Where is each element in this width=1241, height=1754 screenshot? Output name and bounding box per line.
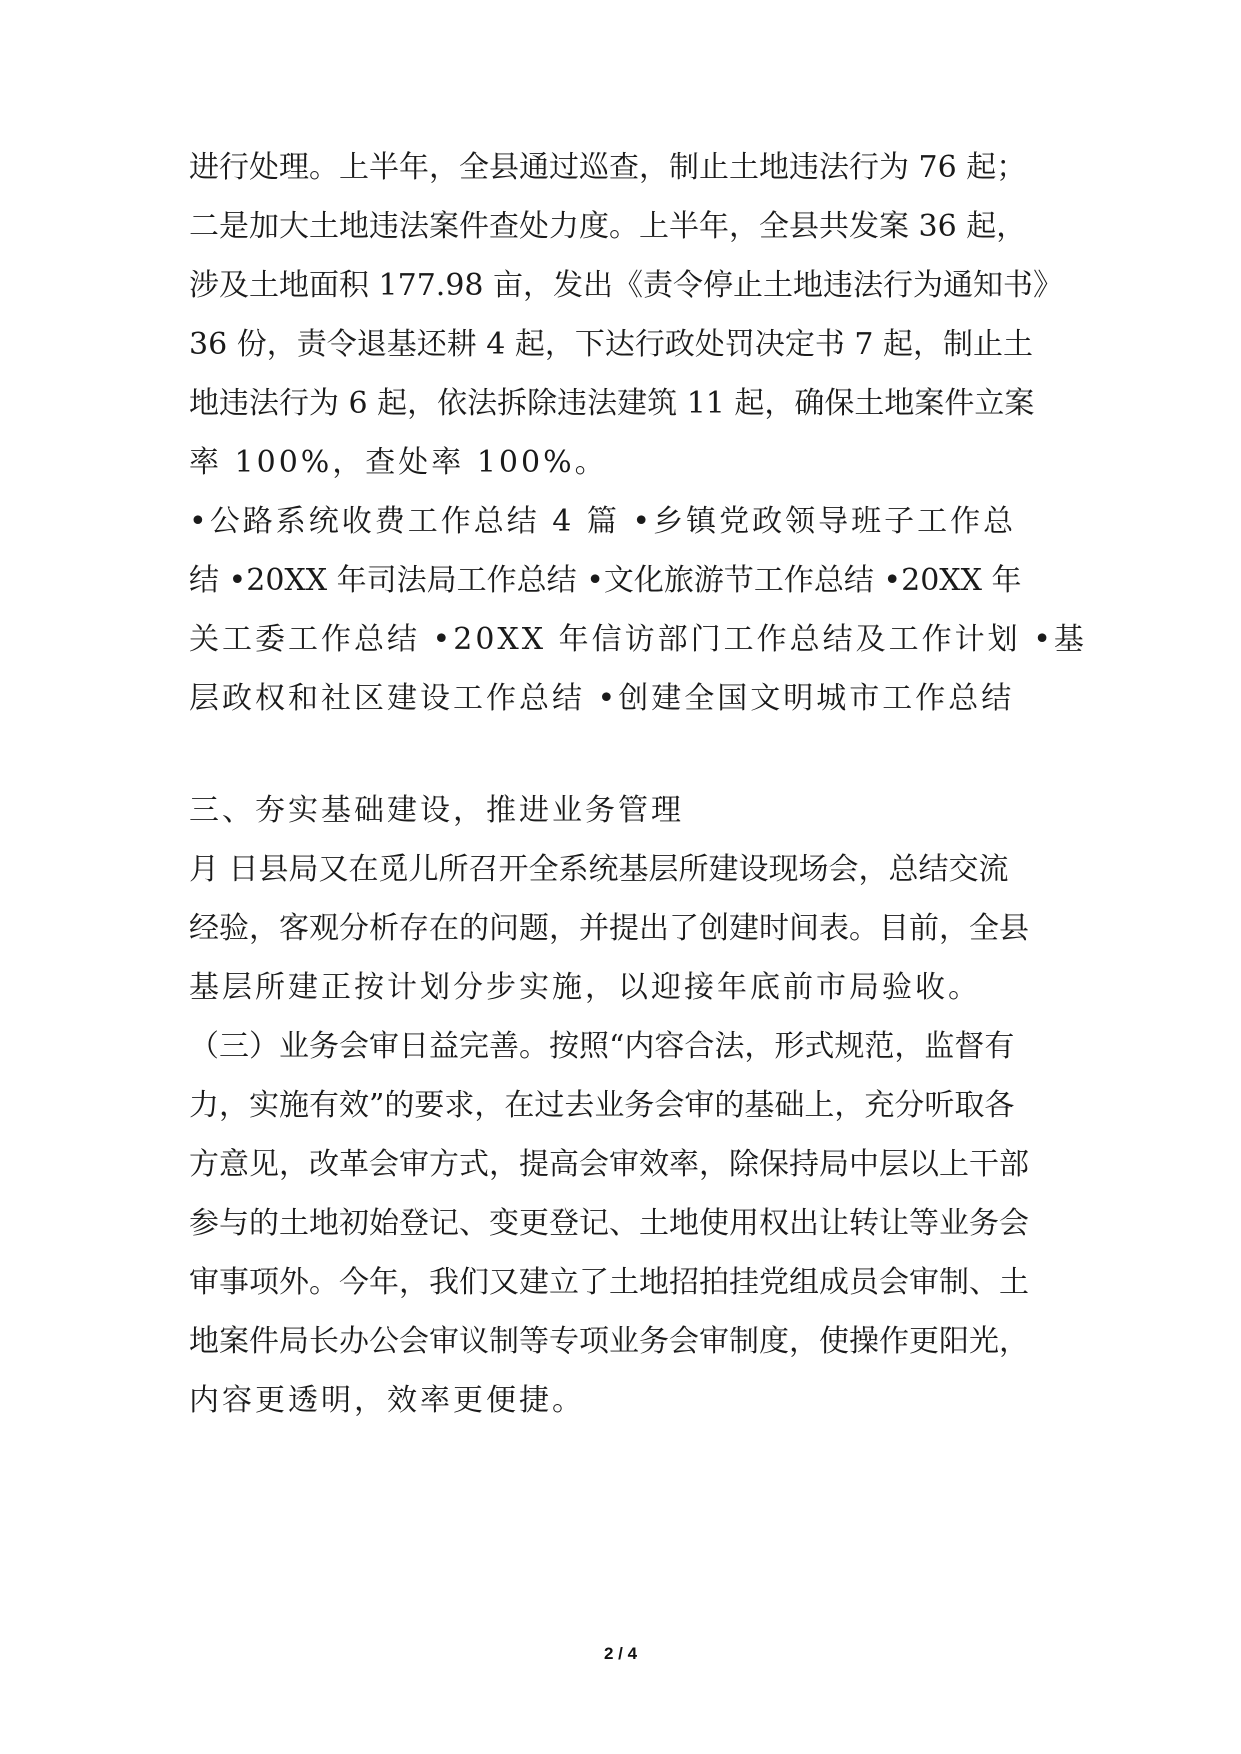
text-line: 参与的土地初始登记、变更登记、土地使用权出让转让等业务会 — [189, 1206, 1029, 1241]
section-heading: 三、夯实基础建设，推进业务管理 — [189, 793, 684, 828]
text-line: 经验，客观分析存在的问题，并提出了创建时间表。目前，全县 — [189, 911, 1029, 946]
text-line: 月 日县局又在觅儿所召开全系统基层所建设现场会，总结交流 — [189, 852, 1009, 887]
text-line: 基层所建正按计划分步实施，以迎接年底前市局验收。 — [189, 970, 981, 1005]
text-line: 内容更透明，效率更便捷。 — [189, 1383, 585, 1418]
text-line: 方意见，改革会审方式，提高会审效率，除保持局中层以上干部 — [189, 1147, 1029, 1182]
text-line: 地案件局长办公会审议制等专项业务会审制度，使操作更阳光， — [189, 1324, 1029, 1359]
page-number: 2 / 4 — [603, 1644, 638, 1663]
related-links-line: •公路系统收费工作总结 4 篇 •乡镇党政领导班子工作总 — [189, 504, 1017, 539]
text-line: 率 100%，查处率 100%。 — [189, 445, 608, 480]
text-line: 二是加大土地违法案件查处力度。上半年，全县共发案 36 起， — [189, 209, 1027, 244]
text-line: 36 份，责令退基还耕 4 起，下达行政处罚决定书 7 起，制止土 — [189, 327, 1034, 362]
text-line: 涉及土地面积 177.98 亩，发出《责令停止土地违法行为通知书》 — [189, 268, 1064, 303]
text-line: 地违法行为 6 起，依法拆除违法建筑 11 起，确保土地案件立案 — [189, 386, 1035, 421]
related-links-line: 层政权和社区建设工作总结 •创建全国文明城市工作总结 — [189, 681, 1015, 716]
related-links-line: 关工委工作总结 •20XX 年信访部门工作总结及工作计划 •基 — [189, 622, 1087, 657]
related-links-line: 结 •20XX 年司法局工作总结 •文化旅游节工作总结 •20XX 年 — [189, 563, 1022, 598]
text-line: 进行处理。上半年，全县通过巡查，制止土地违法行为 76 起； — [189, 150, 1027, 185]
text-line: 审事项外。今年，我们又建立了土地招拍挂党组成员会审制、土 — [189, 1265, 1029, 1300]
text-line: （三）业务会审日益完善。按照“内容合法，形式规范，监督有 — [189, 1029, 1015, 1064]
text-line: 力，实施有效”的要求，在过去业务会审的基础上，充分听取各 — [189, 1088, 1015, 1123]
